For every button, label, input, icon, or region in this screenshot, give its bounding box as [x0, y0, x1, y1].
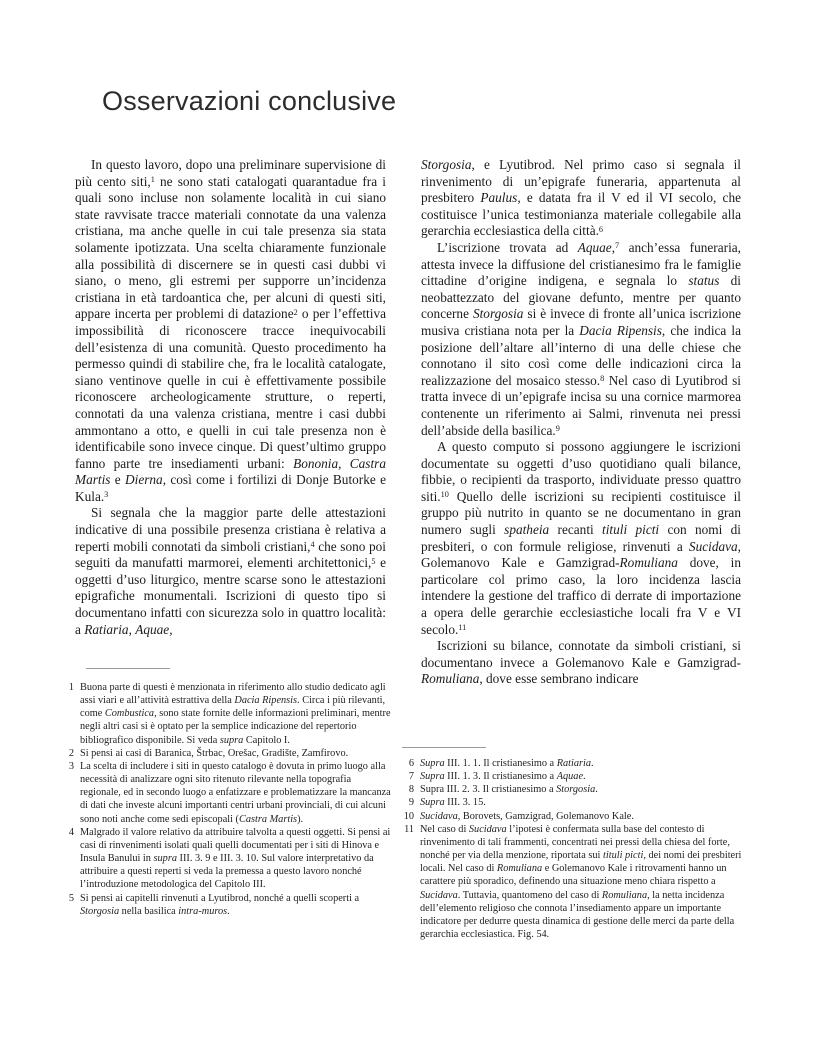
footnote-text: Nel caso di Sucidava l’ipotesi è confermata sulla base del contesto di rinvenimento di tali frammenti, concentrati nei pressi della chiesa del forte, nonché per via della menzione, riportata sui tituli picti, dei nomi dei presbiteri locali. Nel caso di Romuliana e Golemanovo Kale i ritrovamenti hanno un carattere più sporadico, definendo una situazione meno chiara rispetto a Sucidava. Tuttavia, quantomeno del caso di Romuliana, la netta incidenza dell’elemento religioso che connota l’insediamento appare un importante indicatore per dedurre questa dinamica di gestione delle merci da parte della gerarchia ecclesiastica. Fig. 54. — [420, 823, 742, 941]
footnote-item — [402, 783, 754, 796]
page-title: Osservazioni conclusive — [102, 86, 397, 116]
footnotes-left — [62, 681, 392, 918]
footnote-number: 10 — [403, 810, 414, 822]
footnote-item — [402, 810, 754, 823]
paragraph: Storgosia, e Lyutibrod. Nel primo caso si segnala il rinvenimento di un’epigrafe funeraria, appartenuta al presbitero Paulus, e datata fra il V ed il VI secolo, che costituisce l’unica testimonianza materiale collegabile alla gerarchia ecclesiastica della città.$^6$ — [421, 157, 741, 239]
footnote-text: Supra III. 2. 3. Il cristianesimo a Storgosia. — [420, 784, 598, 796]
footnotes-right — [402, 757, 754, 941]
footnote-text: La scelta di includere i siti in questo catalogo è dovuta in primo luogo alla necessità di analizzare ogni sito ritenuto rilevante nella topografia regionale, ed in secondo luogo a enfatizzare e problematizzare la mancanza di dati che investe alcuni importanti centri urbani provinciali, di cui alcuni sono noti anche come sedi episcopali (Castra Martis). — [80, 760, 391, 825]
footnote-number: 6 — [408, 758, 414, 769]
footnote-text: Buona parte di questi è menzionata in riferimento allo studio dedicato agli assi viari e all’attività estrattiva della Dacia Ripensis. Circa i più rilevanti, come Combustica, sono state fornite delle informazioni preliminari, mentre negli altri casi si è optato per la semplice indicazione del repertorio bibliografico disponibile. Si veda supra Capitolo I. — [80, 682, 391, 746]
footnote-text: Supra III. 1. 3. Il cristianesimo a Aquae. — [420, 771, 586, 783]
footnote-item — [62, 892, 392, 918]
footnote-number: 3 — [68, 760, 74, 772]
footnote-item — [62, 747, 392, 760]
paragraph: Si segnala che la maggior parte delle attestazioni indicative di una possibile presenza cristiana è relativa a reperti mobili connotati da simboli cristiani,$^4$ che sono poi seguiti da manufatti marmorei, elementi architettonici,$^5$ e oggetti d’uso liturgico, mentre scarse sono le attestazioni epigrafiche monumentali. Iscrizioni di questo tipo si documentano infatti con sicurezza solo in quattro località: a Ratiaria, Aquae, — [75, 505, 387, 637]
text-column-right — [421, 157, 741, 688]
footnote-item — [402, 823, 754, 941]
footnote-text: Si pensi ai casi di Baranica, Štrbac, Orešac, Gradište, Zamfirovo. — [80, 747, 349, 759]
footnote-item — [402, 770, 754, 783]
footnote-item — [402, 796, 754, 809]
footnote-number: 9 — [408, 797, 414, 809]
footnote-number: 8 — [408, 784, 414, 796]
footnote-text: Malgrado il valore relativo da attribuire talvolta a questi oggetti. Si pensi ai casi di rinvenimenti isolati quali quelli documentati per i siti di Hinova e Insula Banului in supra III. 3. 9 e III. 3. 10. Sul valore interpretativo da attribuire a questi reperti si veda la premessa a questo lavoro nonché l’introduzione metodologica del Capitolo III. — [80, 826, 391, 891]
footnote-number: 5 — [68, 892, 74, 904]
footnote-item — [402, 757, 754, 770]
footnote-text: Si pensi ai capitelli rinvenuti a Lyutibrod, nonché a quelli scoperti a Storgosia nella basilica intra-muros. — [80, 892, 360, 917]
footnote-number: 1 — [68, 682, 74, 693]
paragraph: A questo computo si possono aggiungere le iscrizioni documentate su oggetti d’uso quotidiano quali bilance, fibbie, o recipienti da trasporto, individuate presso quattro siti.$^{10}$ Quello delle iscrizioni su recipienti costituisce il gruppo più nutrito in quanto se ne documentano in gran numero sugli spatheia recanti tituli picti con nomi di presbiteri, o con formule religiose, rinvenuti a Sucidava, Golemanovo Kale e Gamzigrad-Romuliana dove, in particolare col primo caso, la loro incidenza lascia intendere la gestione del traffico di derrate di importazione a opera delle gerarchie ecclesiastiche locali fra V e VI secolo.$^{11}$ — [421, 439, 741, 637]
footnote-number: 2 — [68, 747, 74, 759]
footnote-rule-left — [86, 668, 170, 669]
paragraph: L’iscrizione trovata ad Aquae,$^7$ anch’essa funeraria, attesta invece la diffusione del cristianesimo fra le famiglie cittadine d’origine indigena, e segnala lo status di neobattezzato del giovane defunto, mentre per quanto concerne Storgosia si è invece di fronte all’unica iscrizione musiva cristiana nota per la Dacia Ripensis, che indica la posizione dell’altare all’interno di una delle chiese che connotano il sito così come delle indicazioni circa la realizzazione del mosaico stesso.$^8$ Nel caso di Lyutibrod si tratta invece di un’epigrafe incisa su una cornice marmorea contenente un riferimento ai Salmi, rinvenuta nei pressi dell’abside della basilica.$^9$ — [421, 239, 741, 438]
footnote-item — [62, 826, 392, 892]
footnote-number: 7 — [408, 771, 414, 783]
footnote-item — [62, 681, 392, 747]
footnote-text: Sucidava, Borovets, Gamzigrad, Golemanovo Kale. — [420, 810, 634, 822]
footnote-rule-right — [402, 747, 486, 748]
footnote-item — [62, 760, 392, 826]
paragraph: In questo lavoro, dopo una preliminare supervisione di più cento siti,$^1$ ne sono stati catalogati quarantadue fra i quali sono incluse non solamente località in cui siano state ravvisate tracce materiali connotate da una valenza cristiana, ma anche quelle in cui tale presenza sia stata solamente ipotizzata. Una scelta chiaramente funzionale alla possibilità di discernere se in questi casi dubbi vi siano, o meno, gli estremi per supporre un’incidenza cristiana in età tardoantica che, per alcuni di questi siti, appare incerta per problemi di datazione$^2$ o per l’effettiva impossibilità di riconoscere tracce inequivocabili dell’esistenza di una comunità. Questo procedimento ha permesso quindi di stabilire che, fra le località catalogate, siano ventinove quelle in cui è effettivamente possibile riconoscere archeologicamente strutture, o reperti, connotati da una valenza cristiana, mentre i casi dubbi ammontano a otto, e quelli in cui tale presenza non è identificabile sono invece cinque. Di quest’ultimo gruppo fanno parte tre insediamenti urbani: Bononia, Castra Martis e Dierna, così come i fortilizi di Donje Butorke e Kula.$^3$ — [75, 157, 386, 504]
footnote-number: 4 — [68, 826, 74, 838]
text-column-left — [75, 157, 386, 638]
paragraph: Iscrizioni su bilance, connotate da simboli cristiani, si documentano invece a Golemanovo Kale e Gamzigrad-Romuliana, dove esse sembrano indicare — [421, 638, 741, 687]
footnote-text: Supra III. 3. 15. — [420, 797, 486, 809]
footnote-number: 11 — [404, 823, 414, 835]
footnote-text: Supra III. 1. 1. Il cristianesimo a Ratiaria. — [420, 758, 594, 769]
